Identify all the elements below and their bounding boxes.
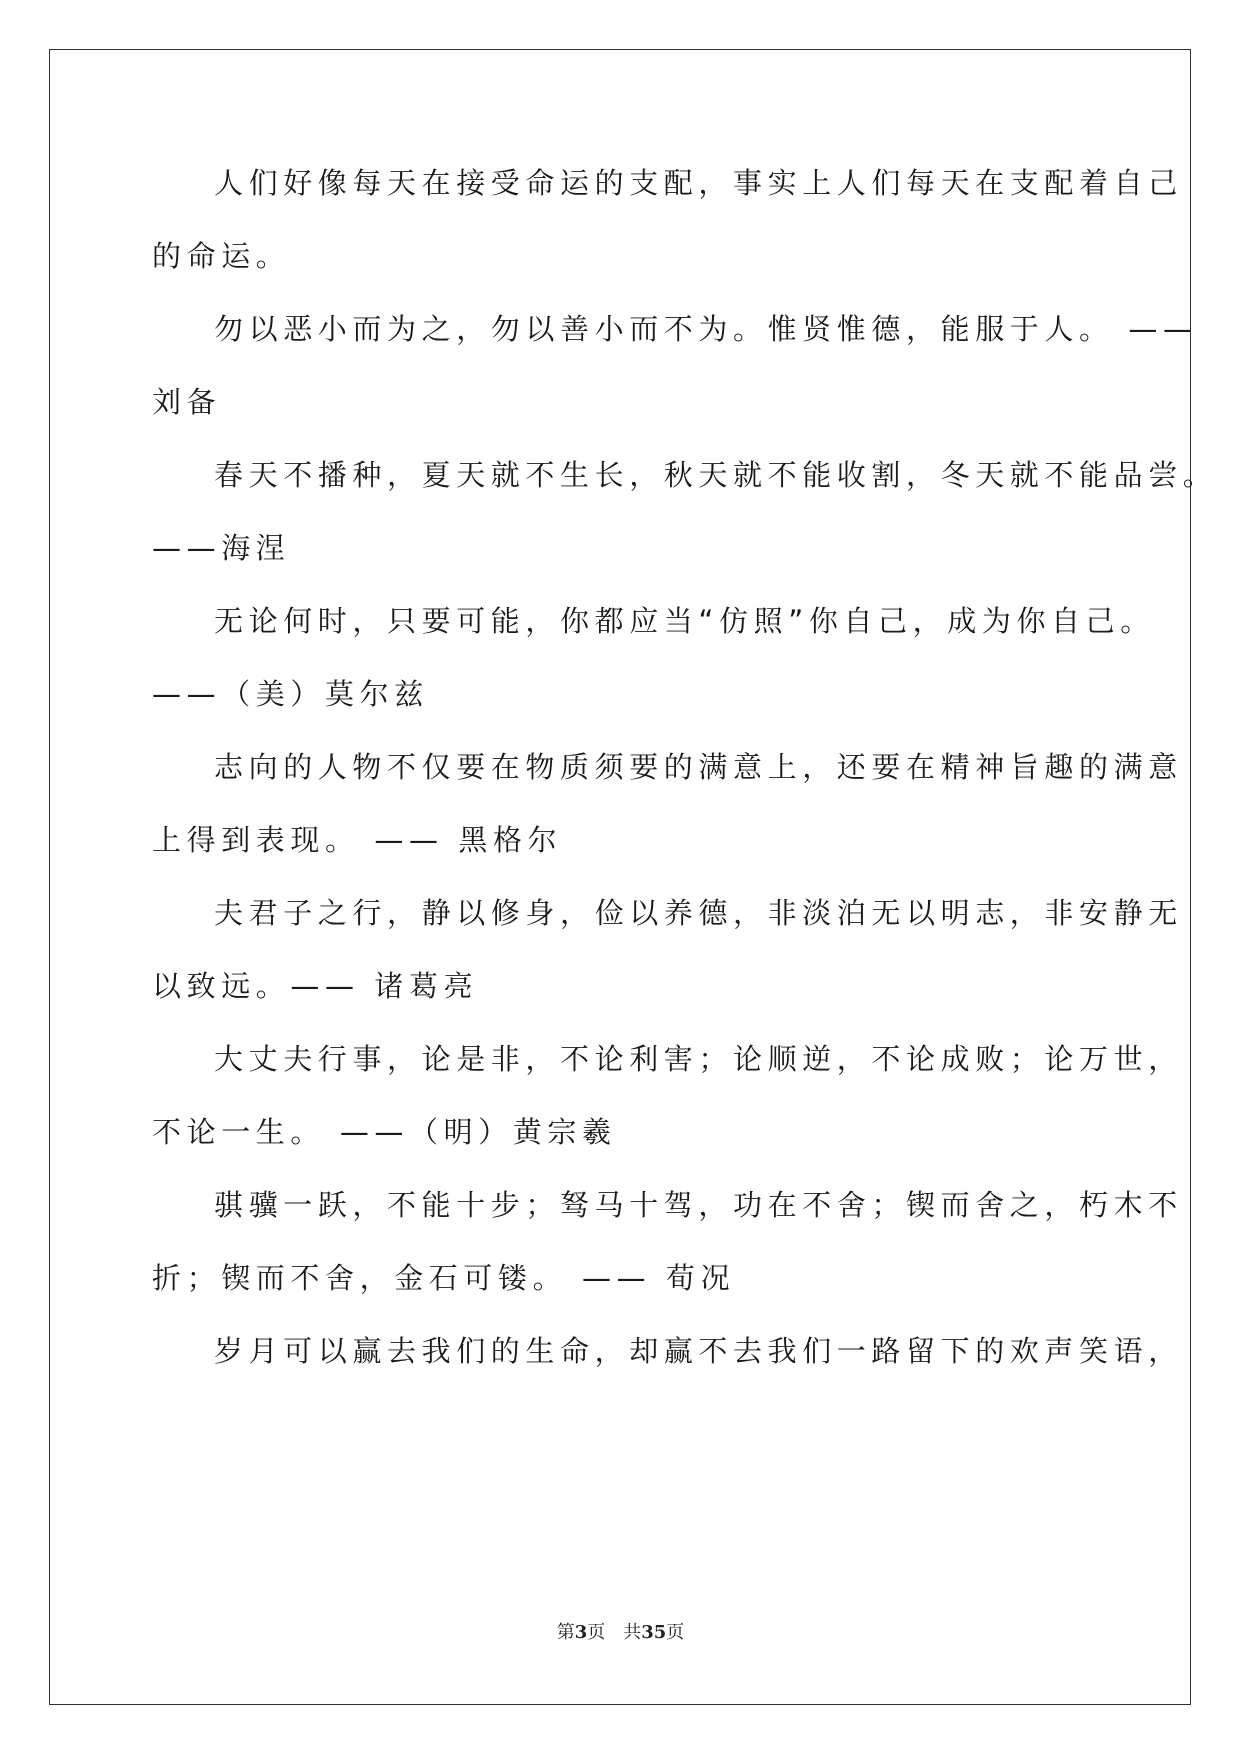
total-prefix: 共 bbox=[623, 1622, 642, 1643]
page-frame bbox=[49, 49, 1191, 1705]
current-page-number: 3 bbox=[574, 1622, 588, 1643]
paragraph-4-line-2: ——（美）莫尔兹 bbox=[152, 677, 429, 711]
paragraph-8-line-1: 骐骥一跃，不能十步；驽马十驾，功在不舍；锲而舍之，朽木不 bbox=[214, 1188, 1183, 1222]
paragraph-4-line-1: 无论何时，只要可能，你都应当“仿照”你自己，成为你自己。 bbox=[214, 604, 1155, 638]
paragraph-2-line-1: 勿以恶小而为之，勿以善小而不为。惟贤惟德，能服于人。 —— bbox=[214, 312, 1198, 346]
page-suffix: 页 bbox=[587, 1622, 606, 1643]
paragraph-3-line-1: 春天不播种，夏天就不生长，秋天就不能收割，冬天就不能品尝。 bbox=[214, 458, 1218, 492]
paragraph-3-line-2: ——海涅 bbox=[152, 531, 291, 565]
total-page-number: 35 bbox=[641, 1622, 667, 1643]
paragraph-6-line-1: 夫君子之行，静以修身，俭以养德，非淡泊无以明志，非安静无 bbox=[214, 896, 1183, 930]
paragraph-7-line-1: 大丈夫行事，论是非，不论利害；论顺逆，不论成败；论万世， bbox=[214, 1042, 1183, 1076]
paragraph-9-line-1: 岁月可以赢去我们的生命，却赢不去我们一路留下的欢声笑语， bbox=[214, 1334, 1183, 1368]
paragraph-7-line-2: 不论一生。 ——（明）黄宗羲 bbox=[152, 1115, 617, 1149]
page-prefix: 第 bbox=[556, 1622, 575, 1643]
page-footer bbox=[0, 1621, 1241, 1645]
paragraph-2-line-2: 刘备 bbox=[152, 385, 222, 419]
paragraph-5-line-1: 志向的人物不仅要在物质须要的满意上，还要在精神旨趣的满意 bbox=[214, 750, 1183, 784]
paragraph-1-line-1: 人们好像每天在接受命运的支配，事实上人们每天在支配着自己 bbox=[214, 166, 1183, 200]
paragraph-5-line-2: 上得到表现。 —— 黑格尔 bbox=[152, 823, 563, 857]
paragraph-1-line-2: 的命运。 bbox=[152, 239, 291, 273]
paragraph-6-line-2: 以致远。—— 诸葛亮 bbox=[152, 969, 479, 1003]
paragraph-8-line-2: 折；锲而不舍，金石可镂。 —— 荀况 bbox=[152, 1261, 736, 1295]
total-suffix: 页 bbox=[666, 1622, 685, 1643]
